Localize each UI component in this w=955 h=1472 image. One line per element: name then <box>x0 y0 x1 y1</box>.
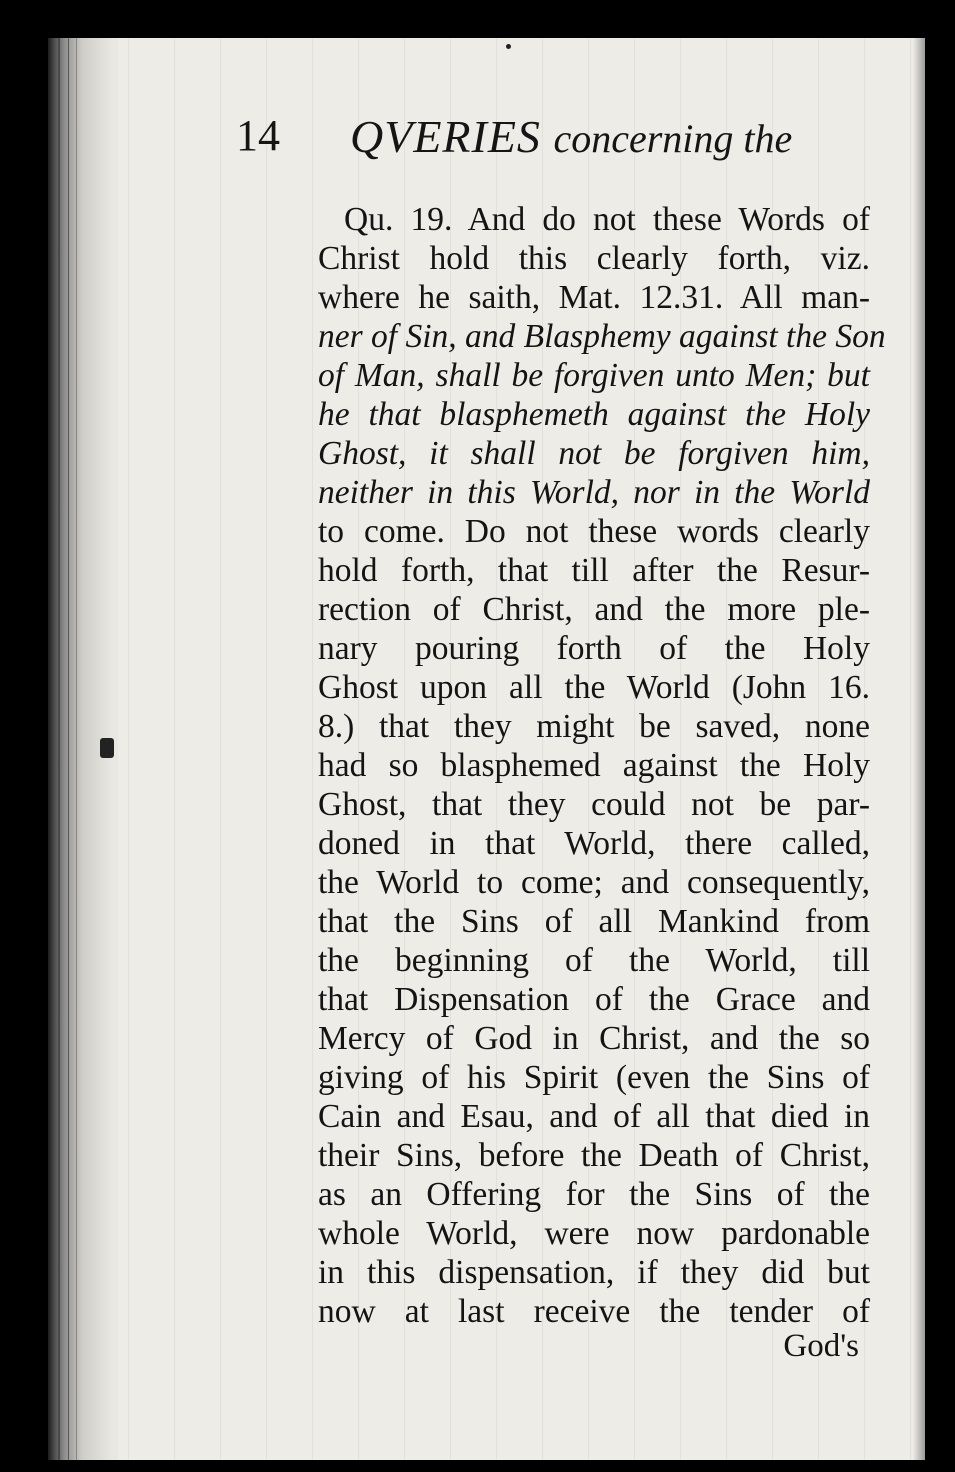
text-line: ner of Sin, and Blasphemy against the Son <box>318 318 886 355</box>
text-line: Ghost, that they could not be par- <box>318 786 870 823</box>
text-line: the beginning of the World, till <box>318 942 870 979</box>
ink-smudge <box>100 738 114 758</box>
page-header <box>236 102 896 172</box>
text-line: 8.) that they might be saved, none <box>318 708 870 745</box>
page-edge <box>913 38 925 1460</box>
text-line: Ghost, it shall not be forgiven him, <box>318 435 870 472</box>
text-line: giving of his Spirit (even the Sins of <box>318 1059 870 1096</box>
gutter-line <box>68 38 69 1460</box>
text-line: whole World, were now pardonable <box>318 1215 870 1252</box>
running-head-subtitle: concerning the <box>553 116 793 161</box>
body-text <box>318 200 886 1331</box>
text-line: nary pouring forth of the Holy <box>318 630 870 667</box>
text-line: had so blasphemed against the Holy <box>318 747 870 784</box>
book-page <box>48 38 925 1460</box>
text-line: to come. Do not these words clearly <box>318 513 870 550</box>
text-line: Ghost upon all the World (John 16. <box>318 669 870 706</box>
text-line: rection of Christ, and the more ple- <box>318 591 870 628</box>
text-line: he that blasphemeth against the Holy <box>318 396 870 433</box>
running-head <box>350 110 792 163</box>
text-line: Christ hold this clearly forth, viz. <box>318 240 870 277</box>
text-line: now at last receive the tender of <box>318 1293 870 1330</box>
running-head-title: QVERIES <box>350 111 541 162</box>
ink-speck <box>506 44 511 49</box>
gutter-line <box>58 38 60 1460</box>
text-line: hold forth, that till after the Resur- <box>318 552 870 589</box>
text-line: that the Sins of all Mankind from <box>318 903 870 940</box>
gutter-line <box>76 38 77 1460</box>
text-line: in this dispensation, if they did but <box>318 1254 870 1291</box>
text-line: where he saith, Mat. 12.31. All man- <box>318 279 870 316</box>
text-line: Cain and Esau, and of all that died in <box>318 1098 870 1135</box>
catchword: God's <box>783 1328 859 1364</box>
text-line: that Dispensation of the Grace and <box>318 981 870 1018</box>
text-line: Mercy of God in Christ, and the so <box>318 1020 870 1057</box>
page-number: 14 <box>236 111 280 160</box>
text-line: doned in that World, there called, <box>318 825 870 862</box>
text-line: neither in this World, nor in the World <box>318 474 870 511</box>
text-line: of Man, shall be forgiven unto Men; but <box>318 357 870 394</box>
text-line: Qu. 19. And do not these Words of <box>344 201 870 238</box>
text-line: as an Offering for the Sins of the <box>318 1176 870 1213</box>
text-line: the World to come; and consequently, <box>318 864 870 901</box>
text-line: their Sins, before the Death of Christ, <box>318 1137 870 1174</box>
